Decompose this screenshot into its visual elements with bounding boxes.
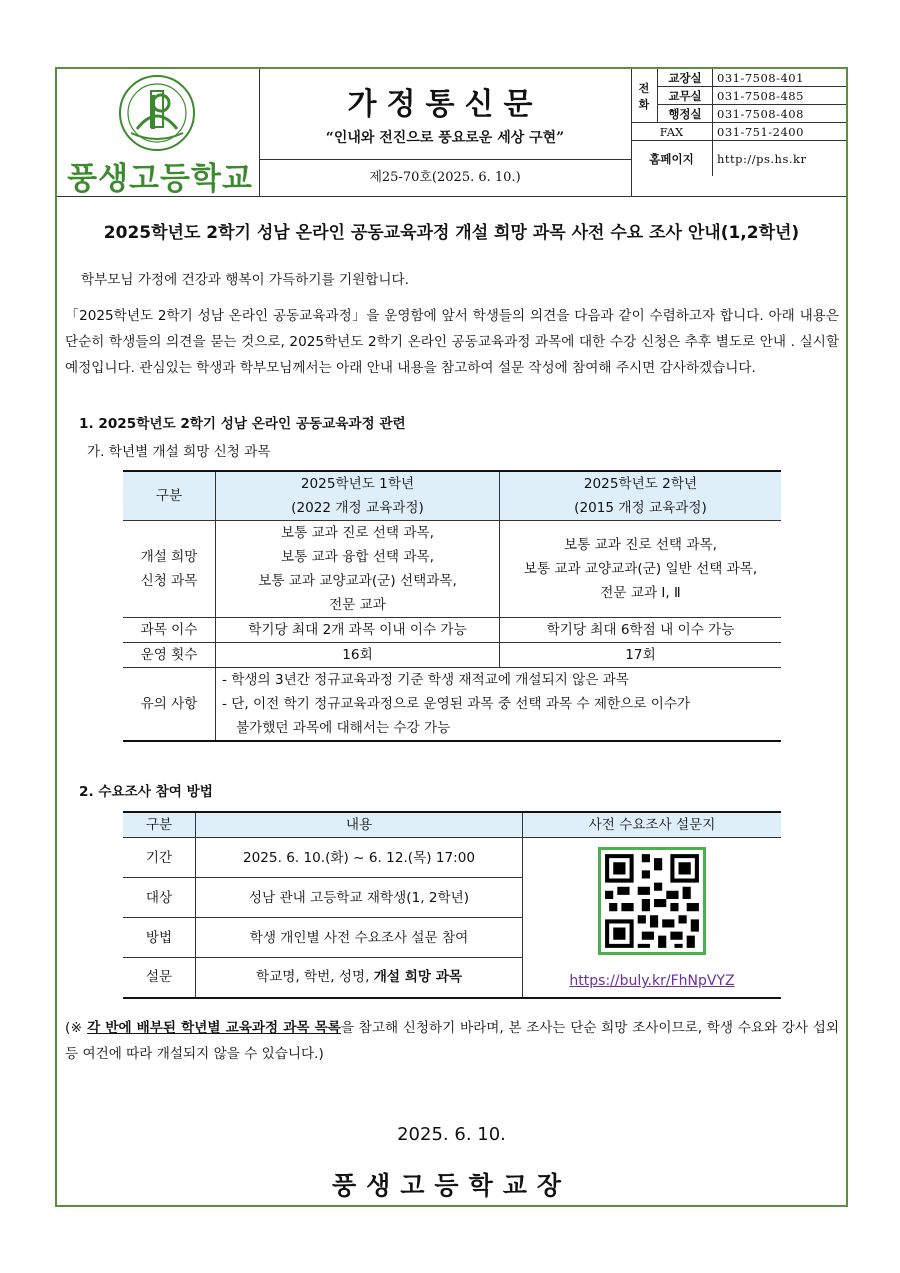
subject-line: 보통 교과 교양교과(군) 선택과목, [258, 573, 457, 589]
table-header-content: 내용 [196, 812, 523, 838]
survey-link[interactable]: https://buly.kr/FhNpVYZ [569, 973, 735, 990]
note-line: - 단, 이전 학기 정규교육과정으로 운영된 과목 중 선택 과목 수 제한으로 이수가 [222, 696, 691, 712]
survey-row-content: 2025. 6. 10.(화) ~ 6. 12.(목) 17:00 [196, 838, 523, 878]
survey-items-plain: 학교명, 학번, 성명, [255, 969, 374, 986]
row-label-completion: 과목 이수 [123, 618, 216, 643]
survey-row-label: 기간 [123, 838, 196, 878]
footnote-text: 을 참고해 신청하기 바라며, 본 조사는 단순 희망 조사이므로, 학생 수요와 강사 섭외 등 여건에 따라 개설되지 않을 수 있습니다.) [65, 1020, 839, 1062]
contact-number: 031-7508-408 [713, 105, 847, 123]
section1-subheading: 가. 학년별 개설 희망 신청 과목 [87, 444, 271, 460]
section2-heading: 2. 수요조사 참여 방법 [79, 784, 213, 800]
row-label-line: 개설 희망 [140, 549, 198, 565]
letterhead [57, 69, 846, 197]
contact-dept: 행정실 [658, 105, 713, 123]
grade1-sessions: 16회 [216, 643, 500, 668]
grade1-title: 2025학년도 1학년 [300, 476, 415, 492]
intro-paragraph: 「2025학년도 2학기 성남 온라인 공동교육과정」을 운영함에 앞서 학생들의 의견을 다음과 같이 수렴하고자 합니다. 아래 내용은 단순히 학생들의 의견을 묻는 것으로, 2025학년도 2학기 온라인 공동교육과정 과목에 대한 수강 신청은 추후 별도로 안내 . 실시할 예정입니다. 관심있는 학생과 학부모님께서는 아래 안내 내용을 참고하여 설문 작성에 참여해 주시면 감사하겠습니다. [65, 308, 839, 376]
grade1-curriculum: (2022 개정 교육과정) [291, 500, 424, 516]
school-motto: “인내와 전진으로 풍요로운 세상 구현” [325, 130, 565, 146]
survey-qr-cell [523, 838, 782, 998]
subjects-table [123, 470, 781, 742]
contact-dept: 교장실 [658, 69, 713, 87]
grade1-subjects [216, 521, 500, 618]
table-header-label: 구분 [123, 812, 196, 838]
section1-heading: 1. 2025학년도 2학기 성남 온라인 공동교육과정 관련 [79, 416, 406, 432]
table-header-grade1 [216, 471, 500, 521]
grade2-sessions: 17회 [500, 643, 782, 668]
row-label-notes: 유의 사항 [123, 668, 216, 742]
homepage-label: 홈페이지 [631, 141, 713, 177]
homepage-url[interactable]: http://ps.hs.kr [713, 141, 847, 177]
principal-signature: 풍생고등학교장 [331, 1171, 572, 1200]
survey-row-content: 성남 관내 고등학교 재학생(1, 2학년) [196, 878, 523, 918]
subject-line: 전문 교과 [329, 597, 386, 613]
row-label-subjects [123, 521, 216, 618]
newsletter-title: 가정통신문 [347, 87, 543, 122]
subject-line: 보통 교과 교양교과(군) 일반 선택 과목, [523, 561, 758, 577]
grade2-title: 2025학년도 2학년 [583, 476, 698, 492]
row-label-line: 신청 과목 [140, 573, 198, 589]
footnote [65, 1015, 839, 1067]
note-line: 불가했던 과목에 대해서는 수강 가능 [236, 720, 451, 736]
contact-dept: 교무실 [658, 87, 713, 105]
subject-line: 보통 교과 융합 선택 과목, [281, 549, 434, 565]
footnote-emphasis: 각 반에 배부된 학년별 교육과정 과목 목록 [87, 1020, 341, 1036]
grade2-completion: 학기당 최대 6학점 내 이수 가능 [500, 618, 782, 643]
grade1-completion: 학기당 최대 2개 과목 이내 이수 가능 [216, 618, 500, 643]
greeting-text: 학부모님 가정에 건강과 행복이 가득하기를 기원합니다. [81, 272, 409, 288]
contact-table [631, 69, 846, 196]
school-logo-cell [57, 69, 260, 196]
table-header-grade2 [500, 471, 782, 521]
phone-label: 전화 [631, 69, 658, 123]
document-title: 2025학년도 2학기 성남 온라인 공동교육과정 개설 희망 과목 사전 수요 조사 안내(1,2학년) [103, 223, 800, 243]
document-frame [55, 67, 848, 1207]
survey-table [123, 811, 781, 999]
title-top [259, 69, 631, 160]
subject-line: 전문 교과 Ⅰ, Ⅱ [600, 585, 681, 601]
table-header-label: 구분 [123, 471, 216, 521]
contact-number: 031-7508-401 [713, 69, 847, 87]
title-cell [259, 69, 632, 196]
grade2-subjects [500, 521, 782, 618]
school-logo-text: 풍생고등학교 [67, 161, 253, 197]
school-emblem-icon [117, 73, 197, 153]
notes-cell [216, 668, 782, 742]
subject-line: 보통 교과 진로 선택 과목, [281, 525, 434, 541]
contact-number: 031-7508-485 [713, 87, 847, 105]
footnote-prefix: (※ [65, 1020, 88, 1036]
table-header-survey: 사전 수요조사 설문지 [523, 812, 782, 838]
subject-line: 보통 교과 진로 선택 과목, [564, 537, 717, 553]
survey-row-content: 학생 개인별 사전 수요조사 설문 참여 [196, 918, 523, 958]
survey-items-emphasis: 개설 희망 과목 [373, 969, 463, 986]
fax-label: FAX [631, 123, 713, 141]
fax-number: 031-751-2400 [713, 123, 847, 141]
issue-number: 제25-70호(2025. 6. 10.) [369, 170, 521, 185]
row-label-sessions: 운영 횟수 [123, 643, 216, 668]
qr-code-icon[interactable] [598, 847, 706, 955]
survey-row-label: 방법 [123, 918, 196, 958]
survey-row-label: 대상 [123, 878, 196, 918]
survey-row-label: 설문 [123, 958, 196, 998]
issue-date: 2025. 6. 10. [397, 1124, 506, 1145]
grade2-curriculum: (2015 개정 교육과정) [574, 500, 707, 516]
note-line: - 학생의 3년간 정규교육과정 기준 학생 재적교에 개설되지 않은 과목 [222, 672, 629, 688]
survey-row-content [196, 958, 523, 998]
